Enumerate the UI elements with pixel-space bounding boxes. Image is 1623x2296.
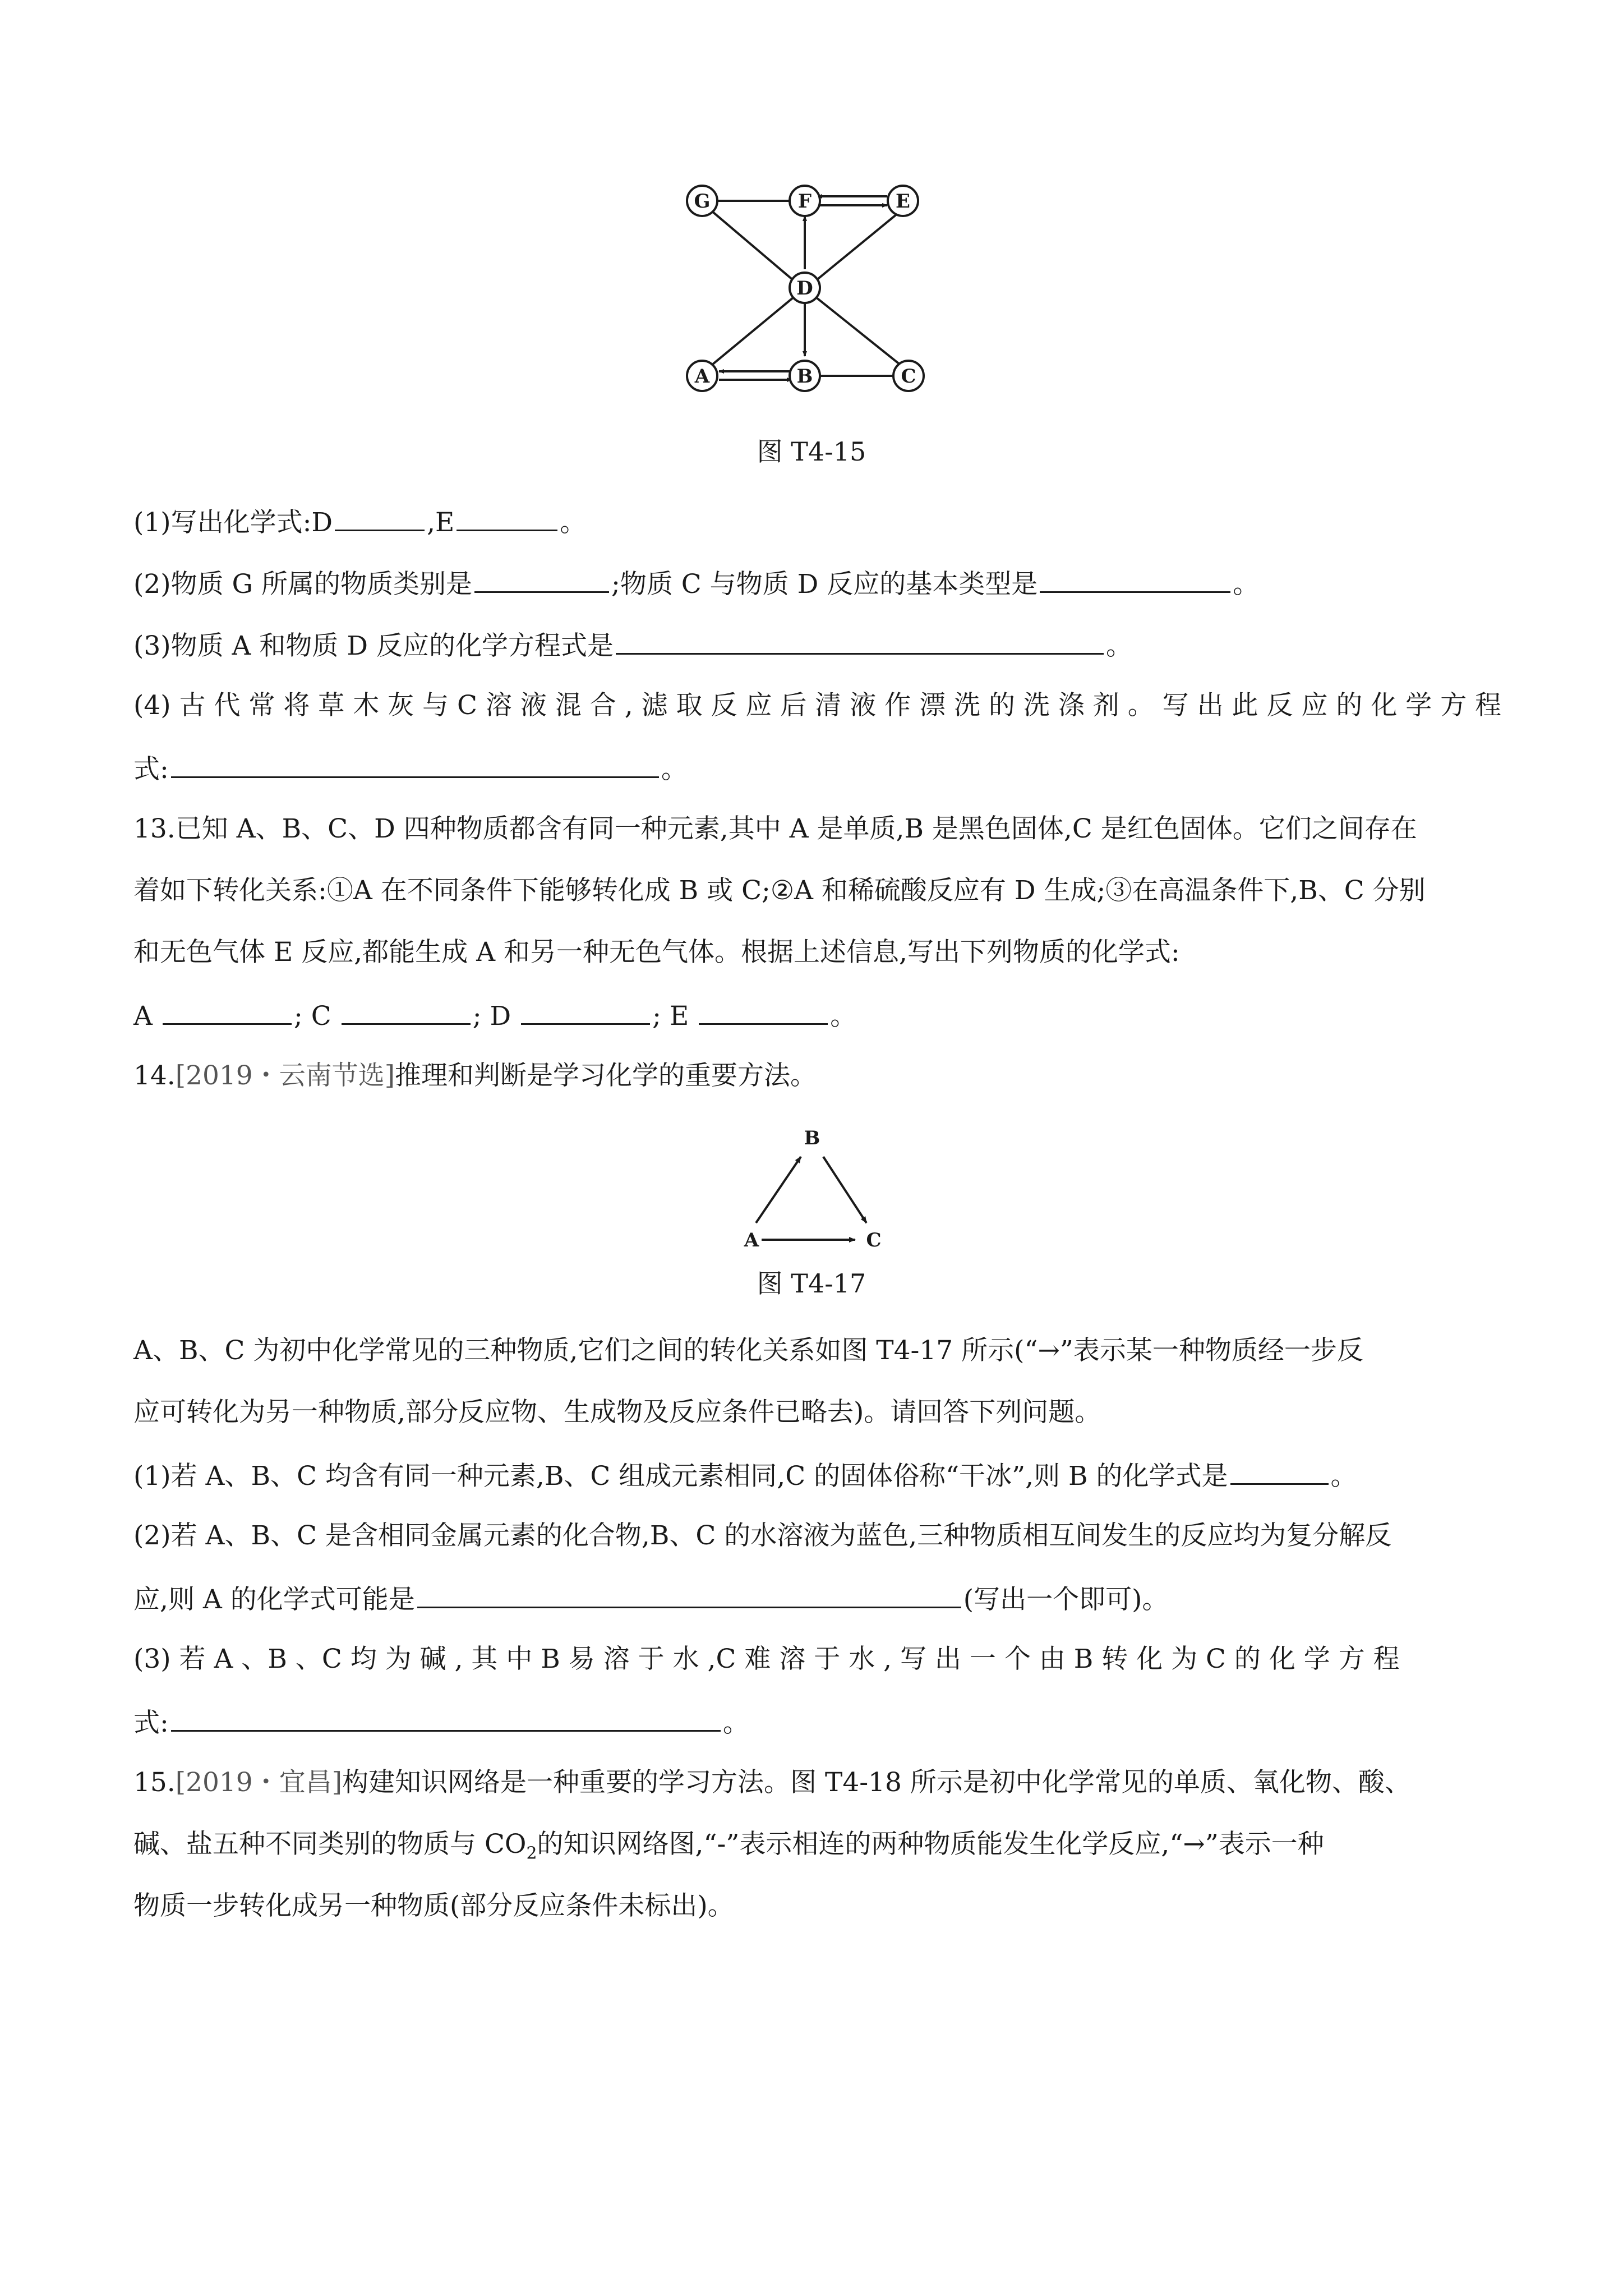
arrow-a-to-b-t417: [756, 1157, 801, 1223]
q13-label-c: ; C: [293, 1001, 331, 1032]
q14-part2-text-b: (写出一个即可)。: [963, 1584, 1169, 1615]
edge-d-c: [816, 297, 900, 365]
q14-desc-line1: A、B、C 为初中化学常见的三种物质,它们之间的转化关系如图 T4-17 所示(“→”表示某一种物质经一步反: [133, 1335, 1363, 1366]
q15-line2-text-a: 碱、盐五种不同类别的物质与 CO: [133, 1829, 527, 1860]
figure-t4-17-caption: 图 T4-17: [757, 1268, 866, 1299]
q15-line2: [133, 1828, 1491, 1870]
edge-d-a: [712, 297, 794, 365]
q12-part4-line1: (4) 古 代 常 将 草 木 灰 与 C 溶 液 混 合 , 滤 取 反 应 后 清 液 作 漂 洗 的 洗 涤 剂 。 写 出 此 反 应 的 化 学 方 程: [133, 690, 1502, 721]
q12-part2-text-b: ;物质 C 与物质 D 反应的基本类型是: [611, 569, 1038, 600]
t417-node-b: B: [804, 1127, 820, 1149]
q13-answer-d-blank[interactable]: [521, 997, 650, 1025]
q13-label-d: ; D: [472, 1001, 511, 1032]
q12-part1-text-a: (1)写出化学式:D: [133, 507, 333, 538]
figure-t4-15-diagram: [673, 168, 965, 415]
q13-answer-c-blank[interactable]: [342, 997, 471, 1025]
q14-part1-text-a: (1)若 A、B、C 均含有同一种元素,B、C 组成元素相同,C 的固体俗称“干冰”,则 B 的化学式是: [133, 1461, 1228, 1492]
q12-part1-text-b: ,E: [427, 507, 455, 538]
q13-line1: 13.已知 A、B、C、D 四种物质都含有同一种元素,其中 A 是单质,B 是黑色固体,C 是红色固体。它们之间存在: [133, 813, 1417, 844]
q14-answer-a-formula-blank[interactable]: [417, 1581, 961, 1608]
q13-answer-a-blank[interactable]: [163, 997, 292, 1025]
arrow-b-to-c-t417: [823, 1157, 866, 1223]
q14-part3-text-b: 。: [722, 1708, 749, 1738]
q12-part3: [133, 627, 1491, 663]
node-b-label: B: [796, 365, 813, 388]
q12-part1: [133, 504, 1491, 540]
q12-part3-text-a: (3)物质 A 和物质 D 反应的化学方程式是: [133, 631, 614, 661]
q12-answer-g-category-blank[interactable]: [474, 565, 609, 593]
q14-part1: [133, 1457, 1491, 1493]
q14-part2-line1: (2)若 A、B、C 是含相同金属元素的化合物,B、C 的水溶液为蓝色,三种物质相互间发生的反应均为复分解反: [133, 1520, 1392, 1551]
t417-node-c: C: [866, 1229, 882, 1251]
q15-source: [2019・宜昌]: [175, 1767, 343, 1798]
q14-intro: 推理和判断是学习化学的重要方法。: [395, 1060, 817, 1091]
q12-part1-text-c: 。: [560, 507, 587, 538]
q15-line3: 物质一步转化成另一种物质(部分反应条件未标出)。: [133, 1890, 734, 1921]
q14-title: [133, 1059, 1491, 1093]
edge-e-d: [816, 211, 900, 280]
q12-part2-text-a: (2)物质 G 所属的物质类别是: [133, 569, 472, 600]
q13-label-e: ; E: [652, 1001, 689, 1032]
q12-part2-text-c: 。: [1233, 569, 1260, 600]
q14-part3-line2: [133, 1704, 1491, 1740]
q13-line2: 着如下转化关系:①A 在不同条件下能够转化成 B 或 C;②A 和稀硫酸反应有 D 生成;③在高温条件下,B、C 分别: [133, 875, 1426, 906]
q13-label-a: A: [133, 1001, 153, 1032]
figure-t4-15-caption: 图 T4-15: [757, 436, 866, 467]
node-g-label: G: [694, 190, 711, 213]
q14-part3-text-a: 式:: [133, 1708, 169, 1738]
q14-answer-b-formula-blank[interactable]: [1230, 1457, 1329, 1485]
q12-part3-text-b: 。: [1105, 631, 1132, 661]
q14-part2-text-a: 应,则 A 的化学式可能是: [133, 1584, 415, 1615]
q12-answer-reaction-type-blank[interactable]: [1040, 565, 1230, 593]
q12-part4-text-a: 式:: [133, 754, 169, 785]
q12-answer-equation-blank[interactable]: [171, 751, 659, 778]
q15-line2-text-b: 的知识网络图,“-”表示相连的两种物质能发生化学反应,“→”表示一种: [537, 1829, 1324, 1860]
node-f-label: F: [797, 190, 812, 213]
q13-answers: [133, 997, 1491, 1033]
q15-co2-subscript: 2: [526, 1843, 537, 1864]
node-c-label: C: [901, 365, 916, 388]
q12-answer-d-blank[interactable]: [335, 504, 425, 531]
t417-node-a: A: [744, 1229, 759, 1251]
node-a-label: A: [694, 365, 710, 388]
edge-g-d: [712, 211, 794, 280]
q14-part3-line1: (3) 若 A 、B 、C 均 为 碱 , 其 中 B 易 溶 于 水 ,C 难 溶 于 水 , 写 出 一 个 由 B 转 化 为 C 的 化 学 方 程: [133, 1644, 1400, 1674]
q14-part1-text-b: 。: [1330, 1461, 1357, 1492]
q12-part4-text-b: 。: [661, 754, 688, 785]
q12-part4-line2: [133, 751, 1491, 786]
figure-t4-17-diagram: [729, 1122, 897, 1251]
q15-line1: [133, 1766, 1491, 1800]
q12-answer-e-blank[interactable]: [457, 504, 557, 531]
q14-source: [2019・云南节选]: [175, 1060, 395, 1091]
q13-end: 。: [830, 1001, 857, 1032]
node-d-label: D: [796, 277, 813, 300]
q14-number: 14.: [133, 1060, 176, 1091]
q12-part2: [133, 565, 1491, 601]
q15-line1-text: 构建知识网络是一种重要的学习方法。图 T4-18 所示是初中化学常见的单质、氧化物、酸、: [342, 1767, 1411, 1798]
q13-answer-e-blank[interactable]: [699, 997, 828, 1025]
q14-desc-line2: 应可转化为另一种物质,部分反应物、生成物及反应条件已略去)。请回答下列问题。: [133, 1397, 1101, 1428]
q15-number: 15.: [133, 1767, 176, 1798]
q14-answer-equation-blank[interactable]: [171, 1704, 721, 1732]
q12-answer-equation-ad-blank[interactable]: [616, 627, 1104, 655]
node-e-label: E: [896, 190, 910, 213]
q14-part2-line2: [133, 1581, 1491, 1617]
q13-line3: 和无色气体 E 反应,都能生成 A 和另一种无色气体。根据上述信息,写出下列物质的化学式:: [133, 937, 1180, 968]
